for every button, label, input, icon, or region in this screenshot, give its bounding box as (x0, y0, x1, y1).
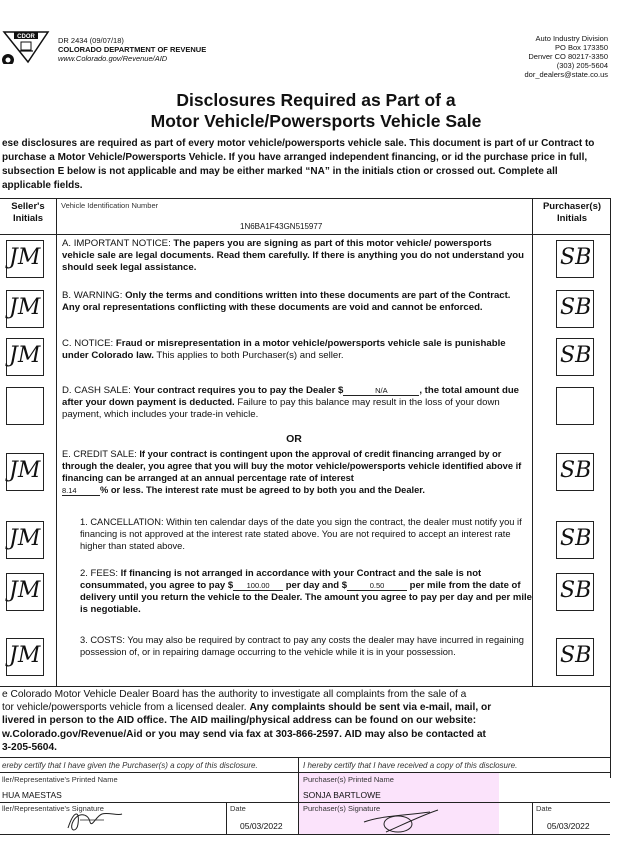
section-prefix: B. WARNING: (62, 290, 126, 301)
title-line: Motor Vehicle/Powersports Vehicle Sale (150, 111, 482, 131)
purchaser-initial-box-c[interactable] (556, 338, 594, 376)
section-bold-text: If financing is not arranged in accordance with your Contract and the sale is not consummated, you agree to pay $ (80, 568, 482, 591)
seller-date-field[interactable]: 05/03/2022 (240, 821, 283, 831)
purchaser-initial-box-e2[interactable] (556, 573, 594, 611)
section-e3 (80, 634, 538, 658)
purchaser-certify: I hereby certify that I have received a copy of this disclosure. (303, 761, 518, 770)
purchaser-name-field[interactable]: SONJA BARTLOWE (303, 790, 381, 800)
purchaser-initials: SB (560, 458, 592, 483)
header-text: Initials (556, 213, 588, 224)
header-text: Initials (12, 213, 44, 224)
seller-initials: JM (9, 643, 41, 668)
form-id: DR 2434 (09/07/18) (58, 36, 124, 45)
purchaser-initial-box-e1[interactable] (556, 521, 594, 559)
section-rest-text: You may also be required by contract to pay any costs the dealer may have incurred in regaining possession of, or in repairing damage occurring to the vehicle while it is in your possession. (80, 635, 524, 657)
notice-line: e Colorado Motor Vehicle Dealer Board has the authority to investigate all complaints from the sale of a (2, 689, 467, 700)
section-bold-text: If your contract is contingent upon the approval of credit financing arranged by or through the dealer, you agree that you will buy the motor vehicle/powersports vehicle identified above if financing can be arranged at an annual percentage rate of interest (62, 449, 522, 483)
address-line: Auto Industry Division (535, 34, 608, 43)
purchaser-initials: SB (560, 343, 592, 368)
seller-initials: JM (9, 245, 41, 270)
notice-line (2, 701, 608, 714)
purchaser-initial-box-b[interactable] (556, 290, 594, 328)
seller-initial-box-e2[interactable] (6, 573, 44, 611)
section-bold-text: Your contract requires you to pay the Dealer $ (133, 385, 344, 396)
section-e2 (80, 568, 538, 616)
purchaser-date-field[interactable]: 05/03/2022 (547, 821, 590, 831)
vin-label: Vehicle Identification Number (61, 201, 159, 210)
intro-text: ese disclosures are required as part of every motor vehicle/powersports vehicle sale. This document is part of ur Contract to purchase a Motor Vehicle/Powersports Vehicle. If you have arranged independent financing, or id the purchase price in full, subsection E below is not applicable and may be either marked “NA” in the initials ction or crossed out. Complete all applicable fields. (2, 138, 595, 191)
notice-bold-text: Any complaints should be sent via e-mail, mail, or (249, 702, 492, 714)
section-prefix: 2. FEES: (80, 568, 121, 579)
seller-name-label: ller/Representative's Printed Name (2, 775, 118, 784)
section-prefix: C. NOTICE: (62, 338, 116, 349)
seller-initial-box-c[interactable] (6, 338, 44, 376)
section-bold-text: per day and $ (283, 580, 347, 591)
header-text: Seller's (11, 201, 45, 212)
section-prefix: 1. CANCELLATION: (80, 517, 167, 527)
seller-certify: ereby certify that I have given the Purchaser(s) a copy of this disclosure. (2, 761, 258, 770)
section-c (62, 338, 526, 362)
purchaser-initials: SB (560, 578, 592, 603)
section-bold-text: Only the terms and conditions written into these documents are part of the Contract. Any oral representations conflicting with these documents are void and cannot be enforced. (62, 290, 511, 313)
notice-line: w.Colorado.gov/Revenue/Aid or you may send via fax at 303-866-2597. AID may also be contacted at (2, 728, 486, 740)
purchaser-initial-box-a[interactable] (556, 240, 594, 278)
section-e1 (80, 516, 538, 552)
section-rest-text: Failure to pay this balance may result in the loss of your down payment, which includes your trade-in vehicle. (62, 397, 500, 420)
seller-signature[interactable] (60, 806, 140, 839)
section-bold-text: % or less. The interest rate must be agreed to by both you and the Dealer. (100, 485, 425, 495)
notice-text: tor vehicle/powersports vehicle from a licensed dealer. (2, 702, 250, 714)
section-b (62, 290, 526, 314)
purchaser-initials-header (533, 201, 611, 225)
purchaser-initials: SB (560, 643, 592, 668)
address-email: dor_dealers@state.co.us (524, 70, 608, 79)
purchaser-initial-box-d[interactable] (556, 387, 594, 425)
logo-text: CDOR (17, 34, 35, 40)
purchaser-name-label: Purchaser(s) Printed Name (303, 775, 394, 784)
section-prefix: D. CASH SALE: (62, 385, 134, 396)
purchaser-initials: SB (560, 245, 592, 270)
seller-initials: JM (9, 526, 41, 551)
seller-initial-box-e3[interactable] (6, 638, 44, 676)
seller-initials: JM (9, 295, 41, 320)
purchaser-signature[interactable] (360, 806, 450, 841)
header-text: Purchaser(s) (542, 201, 602, 212)
page-title (0, 90, 632, 132)
cash-amount-field[interactable]: N/A (343, 386, 419, 396)
address-line: (303) 205-5604 (556, 61, 608, 70)
section-a (62, 238, 526, 274)
seller-initial-box-e1[interactable] (6, 521, 44, 559)
notice-line: livered in person to the AID office. The AID mailing/physical address can be found on our website: (2, 715, 477, 727)
address-line: Denver CO 80217-3350 (528, 52, 608, 61)
cdor-logo (0, 28, 52, 64)
header-left (58, 36, 206, 63)
purchaser-signature-label: Purchaser(s) Signature (303, 804, 381, 813)
section-bold-text: Fraud or misrepresentation in a motor vehicle/powersports vehicle sale is punishable under Colorado law. (62, 338, 506, 361)
section-bold-text: per mile from the date of delivery until you return the vehicle to the Dealer. The amount you agree to pay per day and per mile is negotiable. (80, 580, 532, 615)
section-bold-text: , the total amount due after your down payment is deducted. (62, 385, 520, 408)
website: www.Colorado.gov/Revenue/AID (58, 54, 168, 63)
notice-line: 3-205-5604. (2, 741, 57, 753)
purchaser-initial-box-e[interactable] (556, 453, 594, 491)
vin-value[interactable]: 1N6BA1F43GN515977 (240, 222, 323, 231)
address-line: PO Box 173350 (555, 43, 608, 52)
department-name: COLORADO DEPARTMENT OF REVENUE (58, 45, 207, 54)
section-e (62, 448, 538, 496)
seller-initials: JM (9, 343, 41, 368)
purchaser-initial-box-e3[interactable] (556, 638, 594, 676)
complaint-notice (2, 688, 608, 754)
section-prefix: 3. COSTS: (80, 635, 128, 645)
per-mile-fee-field[interactable]: 0.50 (347, 581, 407, 591)
section-prefix: A. IMPORTANT NOTICE: (62, 238, 174, 249)
section-rest-text: This applies to both Purchaser(s) and seller. (153, 350, 344, 361)
header-address (525, 34, 609, 79)
section-d (62, 385, 538, 421)
title-line: Disclosures Required as Part of a (176, 90, 456, 110)
seller-initial-box-a[interactable] (6, 240, 44, 278)
seller-signature-label: ller/Representative's Signature (2, 804, 104, 813)
seller-initials-header (0, 201, 56, 225)
or-divider: OR (286, 433, 302, 445)
seller-initials: JM (9, 458, 41, 483)
seller-initial-box-b[interactable] (6, 290, 44, 328)
section-prefix: E. CREDIT SALE: (62, 449, 140, 459)
seller-name-field[interactable]: HUA MAESTAS (2, 790, 62, 800)
seller-initial-box-d[interactable] (6, 387, 44, 425)
interest-rate-field[interactable]: 8.14 (62, 486, 100, 496)
seller-date-label: Date (230, 804, 246, 813)
per-day-fee-field[interactable]: 100.00 (233, 581, 283, 591)
purchaser-date-label: Date (536, 804, 552, 813)
seller-initial-box-e[interactable] (6, 453, 44, 491)
section-rest-text: Within ten calendar days of the date you sign the contract, the dealer must notify you if financing is not approved at the interest rate stated above. You are not required to accept an interest rate higher than stated above. (80, 517, 522, 551)
purchaser-initials: SB (560, 295, 592, 320)
seller-initials: JM (9, 578, 41, 603)
section-bold-text: The papers you are signing as part of this motor vehicle/ powersports vehicle sale are legal documents. Read them carefully. If there is anything you do not understand you should seek legal assistance. (62, 238, 525, 273)
purchaser-initials: SB (560, 526, 592, 551)
